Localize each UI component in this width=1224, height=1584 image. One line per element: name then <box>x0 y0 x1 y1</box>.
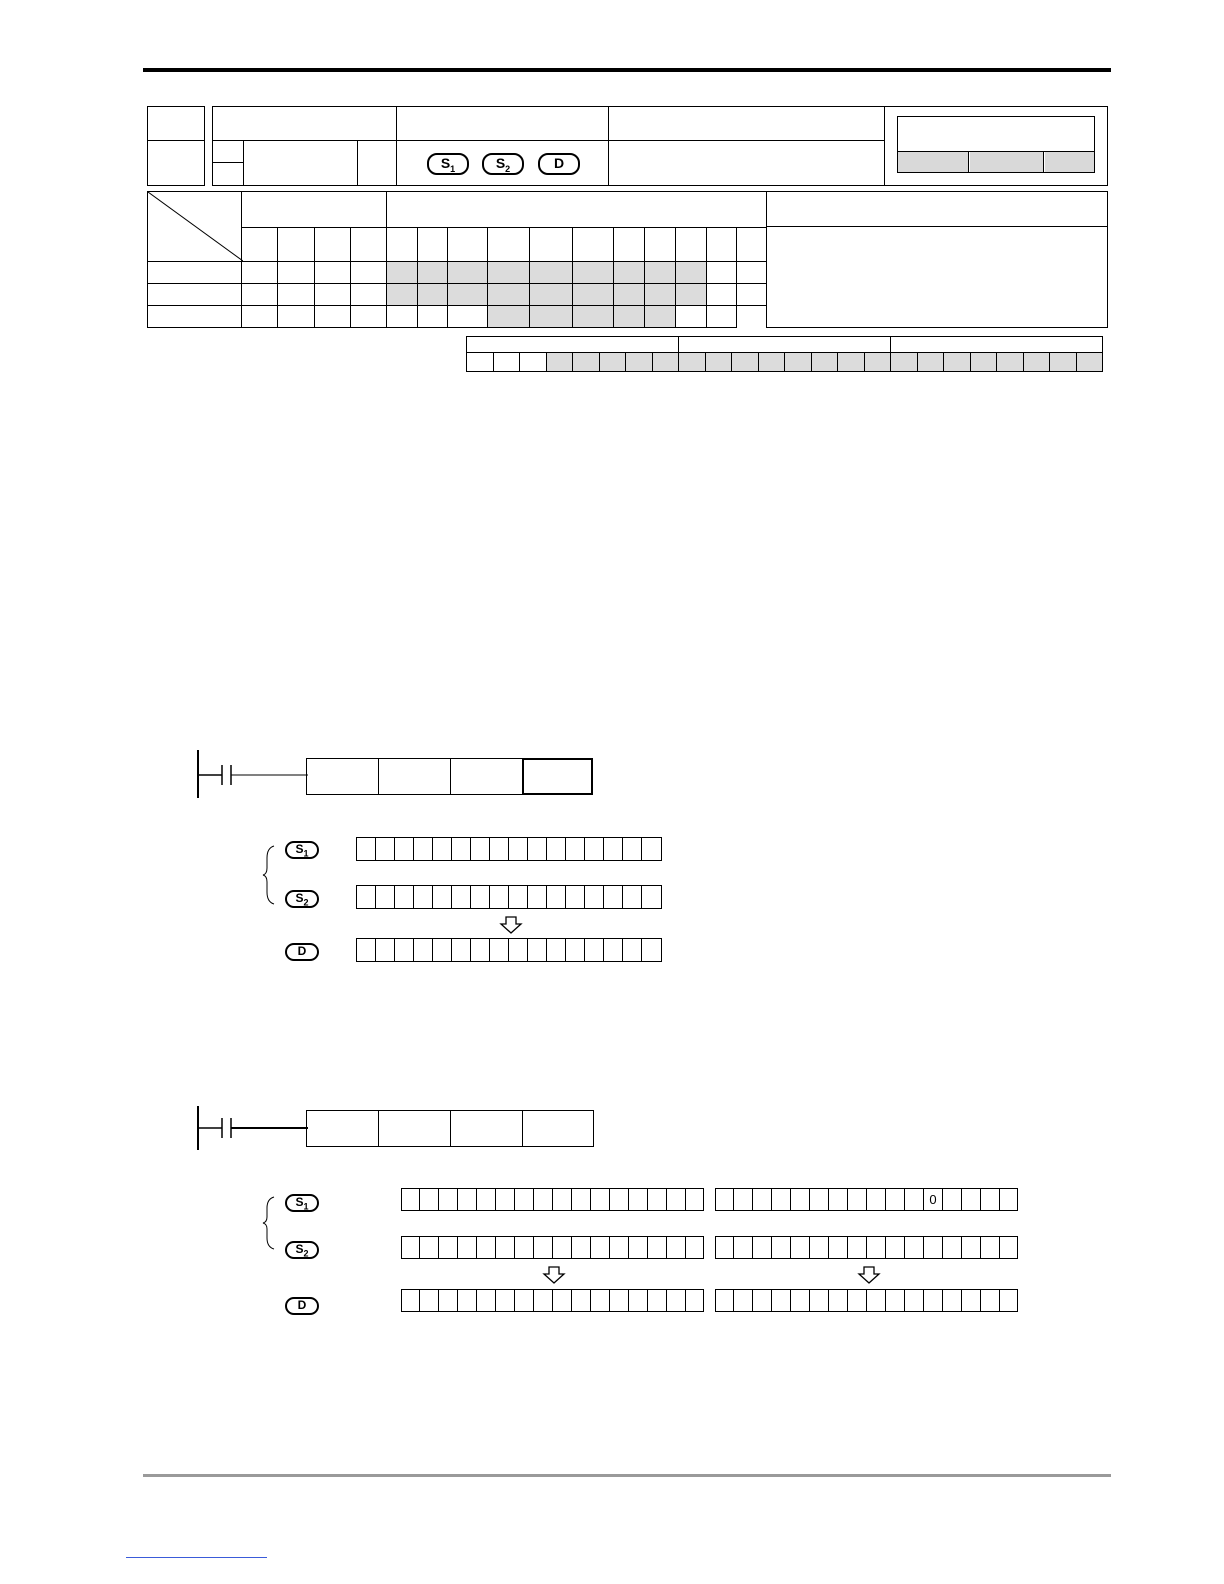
flag-group-2 <box>679 337 891 353</box>
instruction-header-hline <box>212 140 885 141</box>
controller-cell-3 <box>1045 152 1094 172</box>
diag2-d-high-bits <box>401 1289 704 1312</box>
flag-strip-table <box>466 336 1103 372</box>
s2-badge: $S_2$ <box>482 153 524 175</box>
operand-device-table <box>147 191 767 328</box>
diag1-down-arrow-icon <box>499 916 523 934</box>
diag2-down-arrow-left-icon <box>542 1266 566 1284</box>
diag2-s2-label: $S_2$ <box>285 1241 319 1259</box>
instruction-header-vline-4 <box>243 140 244 186</box>
diag2-s1-low-bits <box>715 1188 1018 1211</box>
operand-notes-hline <box>766 226 1108 227</box>
diag1-d-label: D <box>285 943 319 961</box>
word-devices-header <box>387 192 767 228</box>
ladder-2-s2-box <box>450 1110 523 1147</box>
table-row <box>148 305 767 327</box>
diag1-s1-label: $S_1$ <box>285 841 319 859</box>
diag2-s1-zero-bit: 0 <box>924 1188 943 1211</box>
diag1-s1-bits <box>356 837 662 861</box>
diag2-s1-high-bits <box>401 1188 704 1211</box>
ladder-2-contact <box>198 1118 310 1138</box>
instruction-header-vline-5 <box>357 140 358 186</box>
diag2-d-label: D <box>285 1297 319 1315</box>
instruction-header-vline-1 <box>396 106 397 186</box>
diag2-s2-low-bits <box>715 1236 1018 1259</box>
bit-devices-header <box>242 192 387 228</box>
diag2-down-arrow-right-icon <box>857 1266 881 1284</box>
ladder-2-instr-box <box>306 1110 379 1147</box>
flag-group-3 <box>891 337 1103 353</box>
table-corner-cell <box>148 192 242 262</box>
ladder-1-s2-box <box>450 758 523 795</box>
s1-badge: $S_1$ <box>427 153 469 175</box>
api-number-box-lower <box>147 140 205 186</box>
diag1-s2-bits <box>356 885 662 909</box>
instruction-header-vline-2 <box>608 106 609 186</box>
brace-1 <box>262 844 276 906</box>
ladder-2-d-box <box>522 1110 594 1147</box>
ladder-2-s1-box <box>378 1110 451 1147</box>
instruction-header-hline-2 <box>212 162 244 163</box>
bottom-rule <box>143 1474 1111 1477</box>
ladder-1-s1-box <box>378 758 451 795</box>
controller-cell-2 <box>970 152 1044 172</box>
controller-cell-1 <box>898 152 969 172</box>
operand-notes-box <box>766 191 1108 328</box>
table-row <box>148 261 767 283</box>
diag2-s2-high-bits <box>401 1236 704 1259</box>
brace-2 <box>262 1195 276 1251</box>
diag2-s1-label: $S_1$ <box>285 1194 319 1212</box>
diag1-s2-label: $S_2$ <box>285 890 319 908</box>
table-row <box>148 283 767 305</box>
top-rule <box>143 68 1111 72</box>
ladder-1-instr-box <box>306 758 379 795</box>
d-badge: D <box>538 153 580 175</box>
api-number-box <box>147 106 205 141</box>
instruction-header-vline-3 <box>884 106 885 186</box>
footer-link-underline[interactable] <box>126 1557 267 1558</box>
diag1-d-bits <box>356 938 662 962</box>
ladder-1-contact <box>198 765 310 785</box>
flag-group-1 <box>467 337 679 353</box>
diag2-d-low-bits <box>715 1289 1018 1312</box>
ladder-1-d-box <box>522 758 593 795</box>
